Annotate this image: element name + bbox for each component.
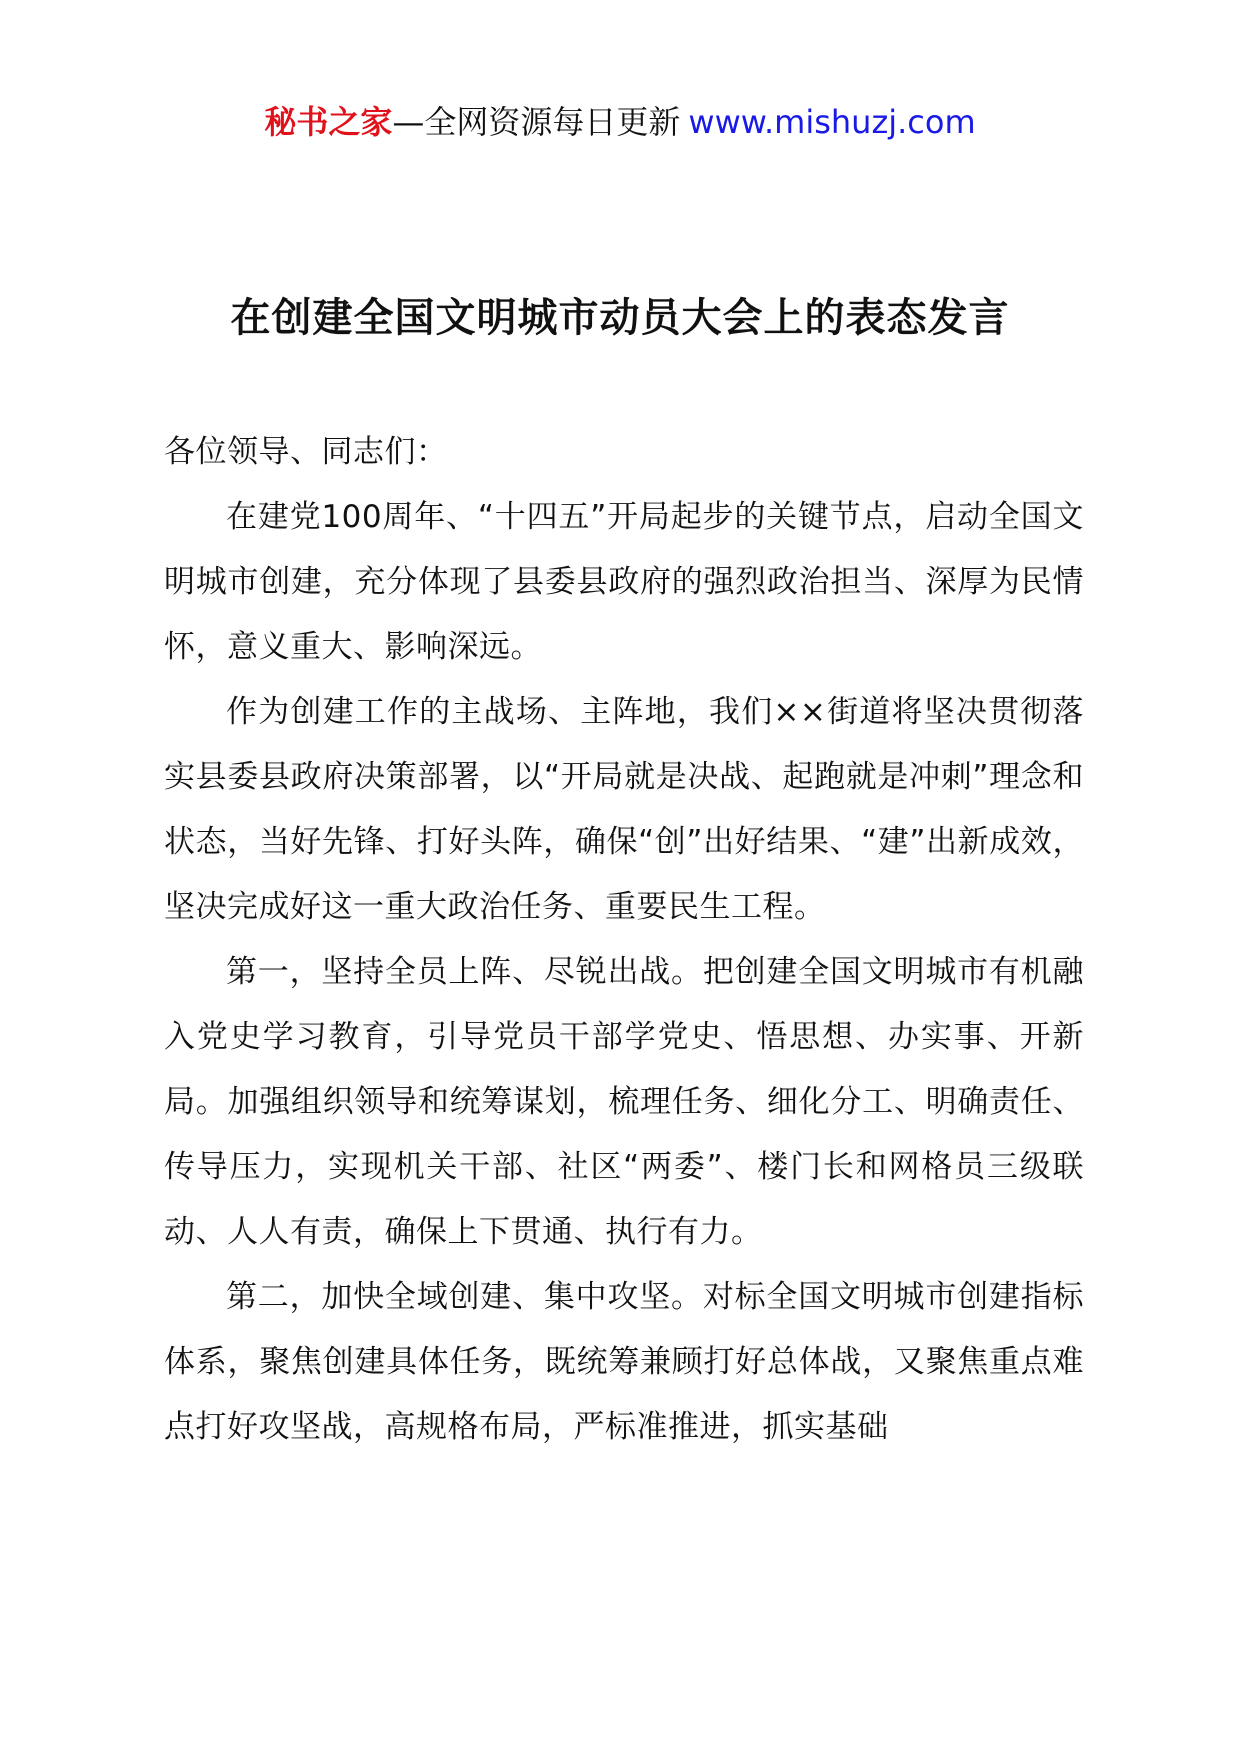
document-title: 在创建全国文明城市动员大会上的表态发言 bbox=[230, 295, 1010, 341]
site-url-link[interactable]: www.mishuzj.com bbox=[688, 103, 976, 141]
paragraph-point-two: 第二，加快全域创建、集中攻坚。对标全国文明城市创建指标体系，聚焦创建具体任务，既统筹兼顾打好总体战，又聚焦重点难点打好攻坚战，高规格布局，严标准推进，抓实基础 bbox=[164, 1279, 1084, 1445]
brand-name: 秘书之家 bbox=[264, 103, 393, 141]
paragraph-commitment: 作为创建工作的主战场、主阵地，我们××街道将坚决贯彻落实县委县政府决策部署，以“开局就是决战、起跑就是冲刺”理念和状态，当好先锋、打好头阵，确保“创”出好结果、“建”出新成效，坚决完成好这一重大政治任务、重要民生工程。 bbox=[164, 694, 1084, 925]
site-header bbox=[0, 98, 1240, 146]
paragraph-intro: 在建党100周年、“十四五”开局起步的关键节点，启动全国文明城市创建，充分体现了县委县政府的强烈政治担当、深厚为民情怀，意义重大、影响深远。 bbox=[164, 499, 1084, 665]
header-tagline: —全网资源每日更新 bbox=[392, 103, 681, 141]
salutation: 各位领导、同志们： bbox=[164, 434, 448, 470]
document-body bbox=[164, 420, 1084, 1460]
paragraph-point-one: 第一，坚持全员上阵、尽锐出战。把创建全国文明城市有机融入党史学习教育，引导党员干部学党史、悟思想、办实事、开新局。加强组织领导和统筹谋划，梳理任务、细化分工、明确责任、传导压力，实现机关干部、社区“两委”、楼门长和网格员三级联动、人人有责，确保上下贯通、执行有力。 bbox=[164, 954, 1084, 1250]
